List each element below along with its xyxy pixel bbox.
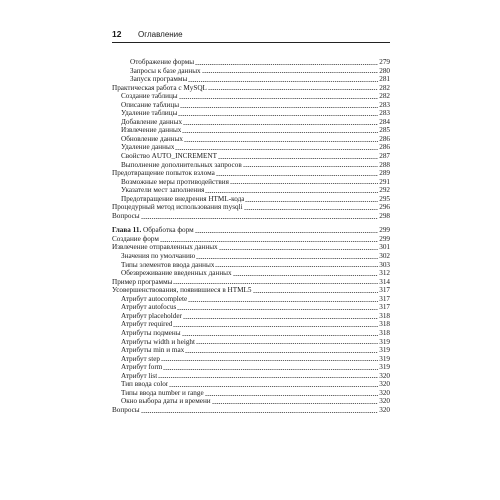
- dot-leader: [160, 241, 378, 242]
- toc-entry[interactable]: [112, 261, 390, 270]
- page-number: 12: [112, 29, 122, 39]
- toc-entry[interactable]: [112, 212, 390, 221]
- toc-page-number: 314: [379, 277, 390, 286]
- toc-entry[interactable]: [112, 406, 390, 415]
- toc-entry[interactable]: [112, 109, 390, 118]
- toc-entry[interactable]: [112, 161, 390, 170]
- dot-leader: [245, 201, 378, 202]
- toc-page-number: 318: [379, 328, 390, 337]
- toc-page-number: 285: [379, 126, 390, 135]
- toc-page-number: 317: [379, 303, 390, 312]
- toc-entry-label: Окно выбора даты и времени: [121, 397, 211, 406]
- toc-entry-label: Обновление данных: [121, 134, 184, 143]
- toc-entry-label: Атрибут autofocus: [121, 303, 177, 312]
- header-rule: [112, 42, 390, 43]
- dot-leader: [177, 309, 378, 310]
- toc-page-number: 292: [379, 186, 390, 195]
- toc-entry-label: Тип ввода color: [121, 380, 169, 389]
- toc-entry[interactable]: [112, 278, 390, 287]
- toc-entry[interactable]: [112, 195, 390, 204]
- toc-entry[interactable]: [112, 380, 390, 389]
- toc-page-number: 284: [379, 117, 390, 126]
- toc-entry-label: Предотвращение попыток взлома: [112, 169, 215, 178]
- dot-leader: [202, 72, 379, 73]
- toc-entry-label: Атрибут autocomplete: [121, 294, 188, 303]
- toc-entry[interactable]: [112, 58, 390, 67]
- toc-entry[interactable]: [112, 338, 390, 347]
- dot-leader: [195, 64, 378, 65]
- dot-leader: [188, 81, 378, 82]
- toc-entry-label: Извлечение данных: [121, 126, 182, 135]
- toc-entry-label: Атрибуты width и height: [121, 337, 196, 346]
- dot-leader: [253, 292, 379, 293]
- toc-entry-label: Создание форм: [112, 234, 159, 243]
- toc-entry[interactable]: [112, 320, 390, 329]
- toc-page-number: 286: [379, 143, 390, 152]
- toc-entry-label: Типы элементов ввода данных: [121, 260, 215, 269]
- toc-entry-label: Пример программы: [112, 277, 173, 286]
- chapter-number: Глава 11.: [112, 226, 142, 235]
- toc-entry[interactable]: [112, 67, 390, 76]
- toc-entry[interactable]: [112, 397, 390, 406]
- dot-leader: [218, 158, 378, 159]
- dot-leader: [163, 369, 378, 370]
- toc-page-number: 320: [379, 397, 390, 406]
- dot-leader: [182, 335, 379, 336]
- dot-leader: [208, 89, 378, 90]
- toc-entry-label: Атрибут list: [121, 371, 158, 380]
- header-title: Оглавление: [138, 30, 183, 39]
- toc-entry-label: Процедурный метод использования mysqli: [112, 203, 243, 212]
- toc-entry-label: Обезвреживание введенных данных: [121, 269, 232, 278]
- toc-page-number: 296: [379, 203, 390, 212]
- toc-chapter-entry[interactable]: [112, 226, 390, 235]
- toc-entry-label: Практическая работа с MySQL: [112, 83, 207, 92]
- dot-leader: [175, 149, 378, 150]
- toc-entry[interactable]: [112, 286, 390, 295]
- toc-entry[interactable]: [112, 235, 390, 244]
- dot-leader: [185, 352, 378, 353]
- table-of-contents: [112, 58, 390, 414]
- toc-page-number: 312: [379, 269, 390, 278]
- toc-entry-label: Атрибуты min и max: [121, 346, 185, 355]
- toc-entry-label: Свойство AUTO_INCREMENT: [121, 152, 217, 161]
- toc-entry-label: Указатели мест заполнения: [121, 186, 205, 195]
- toc-entry-label: Усовершенствования, появившиеся в HTML5: [112, 286, 252, 295]
- dot-leader: [219, 249, 379, 250]
- toc-entry[interactable]: [112, 329, 390, 338]
- toc-entry[interactable]: [112, 135, 390, 144]
- toc-entry[interactable]: [112, 126, 390, 135]
- toc-page-number: 319: [379, 337, 390, 346]
- toc-page-number: 317: [379, 294, 390, 303]
- dot-leader: [184, 141, 378, 142]
- toc-page-number: 280: [379, 66, 390, 75]
- toc-entry[interactable]: [112, 152, 390, 161]
- toc-page-number: 286: [379, 134, 390, 143]
- toc-page-number: 288: [379, 160, 390, 169]
- toc-entry-label: Создание таблицы: [121, 92, 178, 101]
- dot-leader: [196, 343, 378, 344]
- toc-entry[interactable]: [112, 363, 390, 372]
- toc-page-number: 281: [379, 75, 390, 84]
- toc-page-number: 283: [379, 100, 390, 109]
- toc-entry[interactable]: [112, 75, 390, 84]
- toc-page-number: 299: [379, 226, 390, 235]
- toc-page-number: 319: [379, 363, 390, 372]
- dot-leader: [178, 115, 378, 116]
- toc-page-number: 299: [379, 234, 390, 243]
- toc-entry-label: Атрибут form: [121, 363, 163, 372]
- toc-entry-label: Выполнение дополнительных запросов: [121, 160, 242, 169]
- toc-entry[interactable]: [112, 295, 390, 304]
- toc-page-number: 320: [379, 388, 390, 397]
- dot-leader: [173, 326, 378, 327]
- toc-entry-label: Атрибут placeholder: [121, 311, 182, 320]
- toc-entry-label: Удаление данных: [121, 143, 175, 152]
- running-header: [112, 29, 390, 39]
- dot-leader: [173, 283, 378, 284]
- toc-entry-label: Значения по умолчанию: [121, 252, 196, 261]
- toc-entry[interactable]: [112, 143, 390, 152]
- dot-leader: [195, 232, 379, 233]
- toc-entry-label: Добавление данных: [121, 117, 183, 126]
- dot-leader: [215, 266, 378, 267]
- toc-entry[interactable]: [112, 372, 390, 381]
- toc-entry[interactable]: [112, 389, 390, 398]
- toc-entry-label: [112, 226, 194, 235]
- toc-page-number: 279: [379, 58, 390, 66]
- toc-page-number: 318: [379, 311, 390, 320]
- toc-entry-label: Вопросы: [112, 405, 140, 414]
- dot-leader: [233, 275, 379, 276]
- toc-entry[interactable]: [112, 252, 390, 261]
- dot-leader: [182, 132, 378, 133]
- dot-leader: [196, 258, 378, 259]
- toc-entry[interactable]: [112, 169, 390, 178]
- toc-page-number: 303: [379, 260, 390, 269]
- toc-entry[interactable]: [112, 84, 390, 93]
- toc-entry[interactable]: [112, 118, 390, 127]
- dot-leader: [141, 218, 379, 219]
- toc-entry[interactable]: [112, 203, 390, 212]
- toc-page-number: 320: [379, 371, 390, 380]
- toc-entry[interactable]: [112, 178, 390, 187]
- toc-entry-label: Описание таблицы: [121, 100, 180, 109]
- toc-entry-label: Извлечение отправленных данных: [112, 243, 218, 252]
- toc-entry[interactable]: [112, 101, 390, 110]
- toc-page-number: 301: [379, 243, 390, 252]
- toc-page-number: 320: [379, 405, 390, 414]
- dot-leader: [243, 166, 378, 167]
- toc-entry[interactable]: [112, 92, 390, 101]
- toc-entry[interactable]: [112, 186, 390, 195]
- toc-entry[interactable]: [112, 243, 390, 252]
- toc-entry[interactable]: [112, 312, 390, 321]
- toc-entry-label: Запуск программы: [130, 75, 188, 84]
- toc-entry[interactable]: [112, 303, 390, 312]
- toc-page-number: 319: [379, 354, 390, 363]
- toc-entry-label: Запросы к базе данных: [130, 66, 201, 75]
- dot-leader: [212, 403, 379, 404]
- toc-page-number: 319: [379, 346, 390, 355]
- toc-page-number: 298: [379, 211, 390, 220]
- dot-leader: [161, 360, 378, 361]
- dot-leader: [230, 183, 378, 184]
- toc-page-number: 317: [379, 286, 390, 295]
- dot-leader: [244, 209, 379, 210]
- toc-entry-label: Отображение формы: [130, 58, 195, 66]
- toc-entry[interactable]: [112, 346, 390, 355]
- toc-page-number: 282: [379, 83, 390, 92]
- toc-entry-label: Атрибут required: [121, 320, 173, 329]
- chapter-title: Обработка форм: [143, 226, 194, 235]
- toc-entry-label: Возможные меры противодействия: [121, 177, 229, 186]
- toc-page-number: 289: [379, 169, 390, 178]
- toc-entry-label: Предотвращение внедрения HTML-кода: [121, 194, 245, 203]
- toc-page-number: 282: [379, 92, 390, 101]
- toc-entry-label: Вопросы: [112, 211, 140, 220]
- dot-leader: [180, 107, 378, 108]
- toc-entry[interactable]: [112, 269, 390, 278]
- toc-entry-label: Типы ввода number и range: [121, 388, 204, 397]
- dot-leader: [205, 395, 379, 396]
- toc-entry-label: Удаление таблицы: [121, 109, 178, 118]
- dot-leader: [188, 301, 378, 302]
- toc-entry[interactable]: [112, 355, 390, 364]
- dot-leader: [183, 318, 378, 319]
- dot-leader: [205, 192, 378, 193]
- toc-page-number: 320: [379, 380, 390, 389]
- dot-leader: [169, 386, 378, 387]
- dot-leader: [183, 124, 378, 125]
- toc-entry-label: Атрибуты подмены: [121, 328, 181, 337]
- toc-entry-label: Атрибут step: [121, 354, 160, 363]
- toc-page-number: 295: [379, 194, 390, 203]
- toc-page-number: 287: [379, 152, 390, 161]
- toc-page-number: 302: [379, 252, 390, 261]
- dot-leader: [158, 377, 378, 378]
- toc-page-number: 283: [379, 109, 390, 118]
- toc-page-number: 291: [379, 177, 390, 186]
- toc-page-number: 318: [379, 320, 390, 329]
- dot-leader: [179, 98, 379, 99]
- dot-leader: [141, 412, 379, 413]
- dot-leader: [216, 175, 378, 176]
